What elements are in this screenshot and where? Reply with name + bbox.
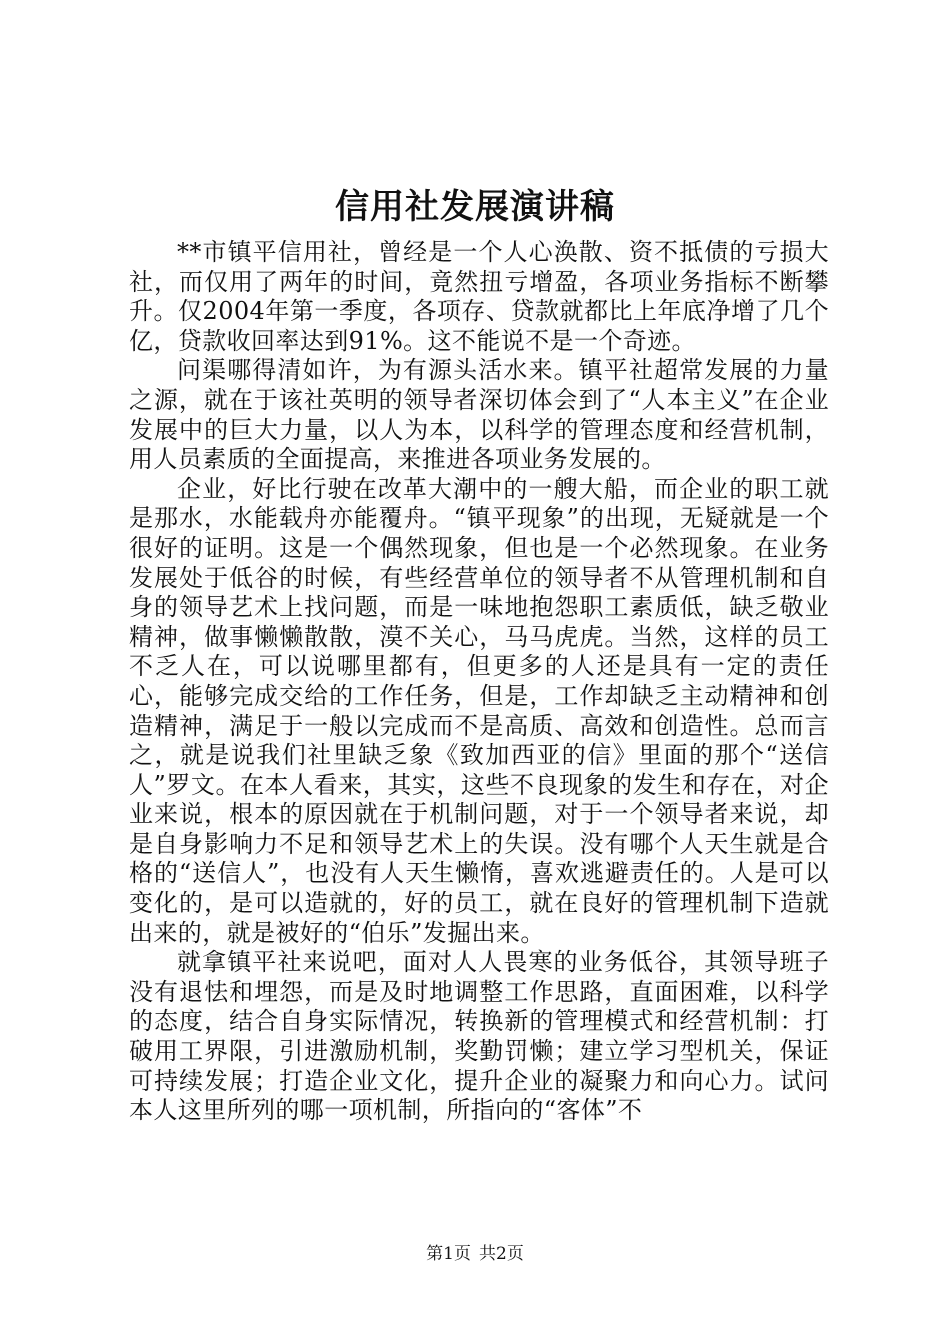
document-body [129,238,829,1126]
document-title: 信用社发展演讲稿 [335,187,615,227]
paragraph-3: 企业，好比行驶在改革大潮中的一艘大船，而企业的职工就是那水，水能载舟亦能覆舟。“镇平现象”的出现，无疑就是一个很好的证明。这是一个偶然现象，但也是一个必然现象。在业务发展处于低谷的时候，有些经营单位的领导者不从管理机制和自身的领导艺术上找问题，而是一味地抱怨职工素质低，缺乏敬业精神，做事懒懒散散，漠不关心，马马虎虎。当然，这样的员工不乏人在，可以说哪里都有，但更多的人还是具有一定的责任心，能够完成交给的工作任务，但是，工作却缺乏主动精神和创造精神，满足于一般以完成而不是高质、高效和创造性。总而言之，就是说我们社里缺乏象《致加西亚的信》里面的那个“送信人”罗文。在本人看来，其实，这些不良现象的发生和存在，对企业来说，根本的原因就在于机制问题，对于一个领导者来说，却是自身影响力不足和领导艺术上的失误。没有哪个人天生就是合格的“送信人”，也没有人天生懒惰，喜欢逃避责任的。人是可以变化的，是可以造就的，好的员工，就在良好的管理机制下造就出来的，就是被好的“伯乐”发掘出来。 [129,474,829,947]
page-footer [0,1242,950,1266]
page-number: 第1页 [426,1244,471,1264]
paragraph-2: 问渠哪得清如许，为有源头活水来。镇平社超常发展的力量之源，就在于该社英明的领导者深切体会到了“人本主义”在企业发展中的巨大力量，以人为本，以科学的管理态度和经营机制，用人员素质的全面提高，来推进各项业务发展的。 [129,356,829,474]
paragraph-4: 就拿镇平社来说吧，面对人人畏寒的业务低谷，其领导班子没有退怯和埋怨，而是及时地调整工作思路，直面困难，以科学的态度，结合自身实际情况，转换新的管理模式和经营机制：打破用工界限，引进激励机制，奖勤罚懒；建立学习型机关，保证可持续发展；打造企业文化，提升企业的凝聚力和向心力。试问本人这里所列的哪一项机制，所指向的“客体”不 [129,948,829,1125]
page-total: 共2页 [479,1244,524,1264]
paragraph-1: **市镇平信用社，曾经是一个人心涣散、资不抵债的亏损大社，而仅用了两年的时间，竟然扭亏增盈，各项业务指标不断攀升。仅2004年第一季度，各项存、贷款就都比上年底净增了几个亿，贷款收回率达到91%。这不能说不是一个奇迹。 [129,238,829,355]
